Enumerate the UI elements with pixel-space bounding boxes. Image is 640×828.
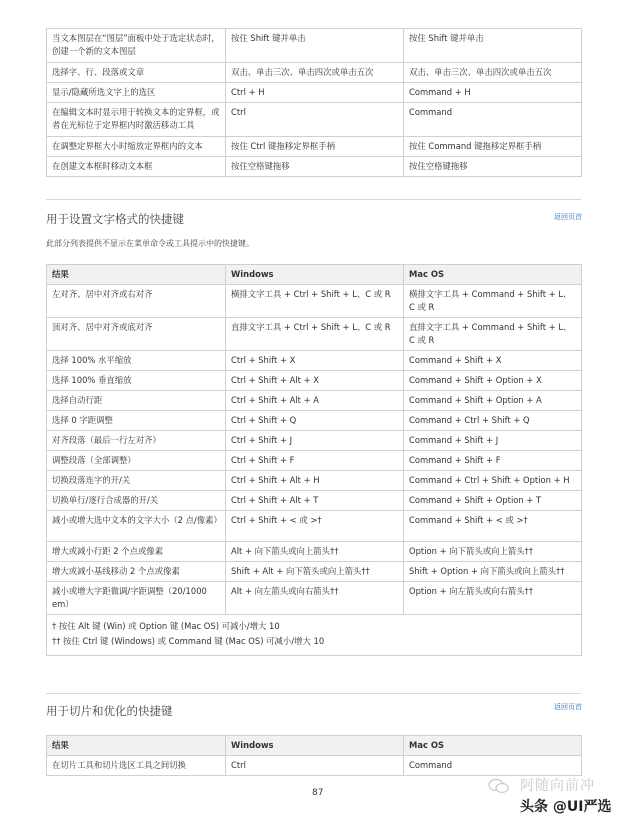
macos-cell: Command + Shift + Option + T	[404, 491, 582, 511]
macos-cell: Command + Shift + Option + A	[404, 391, 582, 411]
column-header-result: 结果	[47, 265, 226, 285]
macos-cell: Command + Shift + F	[404, 451, 582, 471]
windows-cell: Ctrl + Shift + X	[226, 351, 404, 371]
windows-cell: Alt + 向左箭头或向右箭头††	[226, 582, 404, 615]
macos-cell: Command + Shift + X	[404, 351, 582, 371]
shortcut-table-text-formatting	[46, 264, 582, 656]
page-number: 87	[312, 788, 324, 798]
column-header-result: 结果	[47, 736, 226, 756]
windows-cell: Shift + Alt + 向下箭头或向上箭头††	[226, 562, 404, 582]
table-header-row	[47, 736, 582, 756]
macos-cell: 横排文字工具 + Command + Shift + L、C 或 R	[404, 285, 582, 318]
table-header-row	[47, 265, 582, 285]
table-row	[47, 285, 582, 318]
macos-cell: Command	[404, 103, 582, 137]
result-cell: 切换单行/逐行合成器的开/关	[47, 491, 226, 511]
back-to-top-link[interactable]: 返回页首	[554, 703, 582, 711]
macos-cell: Option + 向下箭头或向上箭头††	[404, 542, 582, 562]
table-row	[47, 451, 582, 471]
source-label: 头条 @UI严选	[520, 799, 612, 815]
table-row	[47, 318, 582, 351]
footnote-row	[47, 615, 582, 656]
table-row	[47, 542, 582, 562]
result-cell: 在调整定界框大小时缩放定界框内的文本	[47, 137, 226, 157]
section-title-text-formatting: 用于设置文字格式的快捷键	[46, 212, 184, 226]
table-row	[47, 562, 582, 582]
table-row	[47, 371, 582, 391]
windows-cell: Ctrl	[226, 103, 404, 137]
column-header-macos: Mac OS	[404, 265, 582, 285]
macos-cell: Command	[404, 756, 582, 776]
result-cell: 在切片工具和切片选区工具之间切换	[47, 756, 226, 776]
table-row	[47, 103, 582, 137]
watermark-text: 阿随向前冲	[520, 778, 595, 794]
windows-cell: 按住 Shift 键并单击	[226, 29, 404, 63]
shortcut-table-text-editing	[46, 28, 582, 177]
macos-cell: Command + Ctrl + Shift + Q	[404, 411, 582, 431]
table-row	[47, 582, 582, 615]
table-row	[47, 511, 582, 542]
windows-cell: Alt + 向下箭头或向上箭头††	[226, 542, 404, 562]
table-row	[47, 491, 582, 511]
macos-cell: Command + Shift + J	[404, 431, 582, 451]
table-row	[47, 431, 582, 451]
result-cell: 选择自动行距	[47, 391, 226, 411]
footnote-single-dagger: † 按住 Alt 键 (Win) 或 Option 键 (Mac OS) 可减小/增大 10	[52, 621, 280, 631]
table-row	[47, 471, 582, 491]
windows-cell: 横排文字工具 + Ctrl + Shift + L、C 或 R	[226, 285, 404, 318]
macos-cell: 双击、单击三次、单击四次或单击五次	[404, 63, 582, 83]
windows-cell: 双击、单击三次、单击四次或单击五次	[226, 63, 404, 83]
result-cell: 显示/隐藏所选文字上的选区	[47, 83, 226, 103]
result-cell: 增大或减小基线移动 2 个点或像素	[47, 562, 226, 582]
result-cell: 选择 100% 垂直缩放	[47, 371, 226, 391]
section-divider	[46, 693, 581, 694]
macos-cell: Shift + Option + 向下箭头或向上箭头††	[404, 562, 582, 582]
result-cell: 选择 100% 水平缩放	[47, 351, 226, 371]
macos-cell: Command + H	[404, 83, 582, 103]
footnote-double-dagger: †† 按住 Ctrl 键 (Windows) 或 Command 键 (Mac OS) 可减小/增大 10	[52, 636, 325, 646]
windows-cell: Ctrl + Shift + Alt + H	[226, 471, 404, 491]
column-header-macos: Mac OS	[404, 736, 582, 756]
table-row	[47, 83, 582, 103]
windows-cell: Ctrl	[226, 756, 404, 776]
macos-cell: 按住 Command 键拖移定界框手柄	[404, 137, 582, 157]
macos-cell: 按住 Shift 键并单击	[404, 29, 582, 63]
result-cell: 选择字、行、段落或文章	[47, 63, 226, 83]
macos-cell: Command + Ctrl + Shift + Option + H	[404, 471, 582, 491]
result-cell: 切换段落连字的开/关	[47, 471, 226, 491]
windows-cell: Ctrl + Shift + F	[226, 451, 404, 471]
back-to-top-link[interactable]: 返回页首	[554, 213, 582, 221]
windows-cell: Ctrl + Shift + Q	[226, 411, 404, 431]
shortcut-table-slicing	[46, 735, 582, 776]
section-description: 此部分列表提供不显示在菜单命令或工具提示中的快捷键。	[46, 239, 254, 248]
table-row	[47, 137, 582, 157]
windows-cell: Ctrl + Shift + Alt + T	[226, 491, 404, 511]
windows-cell: 按住空格键拖移	[226, 157, 404, 177]
column-header-windows: Windows	[226, 265, 404, 285]
windows-cell: Ctrl + Shift + Alt + A	[226, 391, 404, 411]
result-cell: 调整段落（全部调整）	[47, 451, 226, 471]
result-cell: 当文本图层在“图层”面板中处于选定状态时，创建一个新的文本图层	[47, 29, 226, 63]
macos-cell: Command + Shift + Option + X	[404, 371, 582, 391]
result-cell: 在编辑文本时显示用于转换文本的定界框，或者在光标位于定界框内时激活移动工具	[47, 103, 226, 137]
table-row	[47, 157, 582, 177]
macos-cell: Option + 向左箭头或向右箭头††	[404, 582, 582, 615]
section-title-slicing: 用于切片和优化的快捷键	[46, 704, 173, 718]
table-row	[47, 411, 582, 431]
result-cell: 增大或减小行距 2 个点或像素	[47, 542, 226, 562]
result-cell: 顶对齐、居中对齐或底对齐	[47, 318, 226, 351]
result-cell: 在创建文本框时移动文本框	[47, 157, 226, 177]
column-header-windows: Windows	[226, 736, 404, 756]
result-cell: 减小或增大选中文本的文字大小（2 点/像素）	[47, 511, 226, 542]
windows-cell: 直排文字工具 + Ctrl + Shift + L、C 或 R	[226, 318, 404, 351]
macos-cell: Command + Shift + < 或 >†	[404, 511, 582, 542]
macos-cell: 按住空格键拖移	[404, 157, 582, 177]
result-cell: 对齐段落（最后一行左对齐）	[47, 431, 226, 451]
table-row	[47, 391, 582, 411]
table-row	[47, 29, 582, 63]
section-divider	[46, 199, 581, 200]
macos-cell: 直排文字工具 + Command + Shift + L、C 或 R	[404, 318, 582, 351]
windows-cell: Ctrl + H	[226, 83, 404, 103]
wechat-icon	[488, 778, 510, 794]
table-row	[47, 63, 582, 83]
table-row	[47, 756, 582, 776]
windows-cell: 按住 Ctrl 键拖移定界框手柄	[226, 137, 404, 157]
windows-cell: Ctrl + Shift + J	[226, 431, 404, 451]
result-cell: 左对齐、居中对齐或右对齐	[47, 285, 226, 318]
result-cell: 减小或增大字距微调/字距调整（20/1000 em）	[47, 582, 226, 615]
windows-cell: Ctrl + Shift + Alt + X	[226, 371, 404, 391]
windows-cell: Ctrl + Shift + < 或 >†	[226, 511, 404, 542]
table-row	[47, 351, 582, 371]
result-cell: 选择 0 字距调整	[47, 411, 226, 431]
